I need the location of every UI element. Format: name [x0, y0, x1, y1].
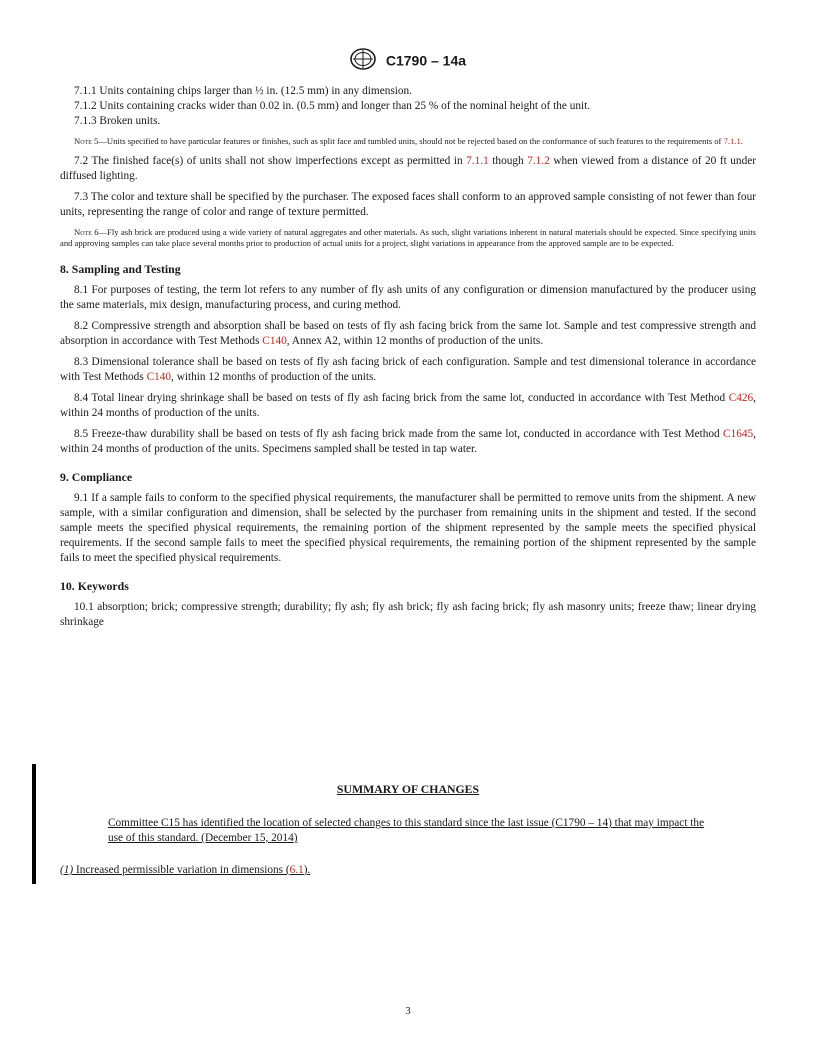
paragraph-8-5: 8.5 Freeze-thaw durability shall be based on tests of fly ash facing brick made from the same lot, conducted in accordance with Test Method C1645, within 24 months of production of the units. Specimens sampled shall be tested in tap water.: [60, 428, 756, 455]
paragraph-9-1: 9.1 If a sample fails to conform to the specified physical requirements, the manufacturer shall be permitted to remove units from the shipment. A new sample, with a similar configuration and dimension, shall be selected by the purchaser from remaining units in the shipment and tested. If the second sample meets the specified physical requirements, the remaining portion of the shipment represented by the sample meets the specified physical requirements. If the second sample fails to meet the specified physical requirements, the remaining portion of the shipment represented by the sample fails to meet the specified physical requirements.: [60, 492, 756, 564]
section-8-heading: 8. Sampling and Testing: [60, 262, 181, 276]
section-9-heading: 9. Compliance: [60, 470, 133, 484]
page-number: 3: [405, 1006, 411, 1017]
note-6-text: —Fly ash brick are produced using a wide variety of natural aggregates and other materials. As such, slight variations inherent in natural materials should be expected. Since specifying units and approving samples can take place several months prior to production of actual units for a project, slight variations in appearance from the approved sample are to be expected.: [60, 227, 756, 248]
summary-item-number: (1): [60, 864, 74, 876]
note-5-text: —Units specified to have particular features or finishes, such as split face and tumbled units, should not be rejected based on the conformance of such features to the requirements of: [98, 136, 724, 146]
ref-6-1-link[interactable]: 6.1: [289, 864, 304, 876]
paragraph-10-1: 10.1 absorption; brick; compressive strength; durability; fly ash; fly ash brick; fly ash facing brick; fly ash masonry units; freeze thaw; linear drying shrinkage: [60, 601, 756, 628]
ref-c1645-link[interactable]: C1645: [723, 428, 754, 440]
item-7-1-3: 7.1.3 Broken units.: [74, 115, 161, 127]
paragraph-8-2: 8.2 Compressive strength and absorption shall be based on tests of fly ash facing brick from the same lot. Sample and test compressive strength and absorption in accordance with Test Methods C140, Annex A2, within 12 months of production of the units.: [60, 320, 756, 347]
ref-c140-link[interactable]: C140: [262, 335, 287, 347]
note-5: Note 5—Units specified to have particular features or finishes, such as split face and tumbled units, should not be rejected based on the conformance of such features to the requirements of 7.1.1.: [74, 136, 743, 146]
item-7-1-2: 7.1.2 Units containing cracks wider than 0.02 in. (0.5 mm) and longer than 25 % of the nominal height of the unit.: [74, 100, 591, 112]
paragraph-7-3: 7.3 The color and texture shall be specified by the purchaser. The exposed faces shall conform to an approved sample consisting of not fewer than four units, representing the range of color and range of texture permitted.: [60, 191, 756, 218]
note-5-label: Note 5: [74, 136, 99, 146]
page-content: [60, 84, 756, 630]
astm-logo-icon: [350, 48, 376, 73]
item-7-1-1: 7.1.1 Units containing chips larger than ½ in. (12.5 mm) in any dimension.: [74, 85, 413, 97]
ref-c140-link-2[interactable]: C140: [146, 371, 172, 383]
document-code: C1790 – 14a: [385, 52, 467, 69]
note-5-ref-link[interactable]: 7.1.1: [723, 136, 741, 146]
paragraph-8-4: 8.4 Total linear drying shrinkage shall be based on tests of fly ash facing brick from the same lot, conducted in accordance with Test Method C426, within 24 months of production of the units.: [60, 392, 756, 419]
paragraph-8-3: 8.3 Dimensional tolerance shall be based on tests of fly ash facing brick of each configuration. Sample and test dimensional tolerance in accordance with Test Methods C140, within 12 months of production of the units.: [60, 356, 756, 383]
summary-item: (1) Increased permissible variation in dimensions (6.1).: [60, 864, 311, 876]
ref-7-1-1-link[interactable]: 7.1.1: [466, 155, 489, 167]
page-header: [0, 48, 816, 73]
ref-7-1-2-link[interactable]: 7.1.2: [527, 155, 550, 167]
summary-text: Committee C15 has identified the location of selected changes to this standard since the last issue (C1790 – 14) that may impact the use of this standard. (December 15, 2014): [108, 817, 705, 844]
section-10-heading: 10. Keywords: [60, 579, 129, 593]
paragraph-8-1: 8.1 For purposes of testing, the term lot refers to any number of fly ash units of any configuration or dimension manufactured by the producer using the same materials, mix design, manufacturing process, and curing method.: [60, 284, 756, 311]
summary-title: SUMMARY OF CHANGES: [336, 782, 480, 796]
ref-c426-link[interactable]: C426: [728, 392, 754, 404]
paragraph-7-2: 7.2 The finished face(s) of units shall not show imperfections except as permitted in 7.1.1 though 7.1.2 when viewed from a distance of 20 ft under diffused lighting.: [60, 155, 757, 182]
note-6: [60, 227, 756, 249]
note-6-label: Note 6: [74, 227, 99, 237]
